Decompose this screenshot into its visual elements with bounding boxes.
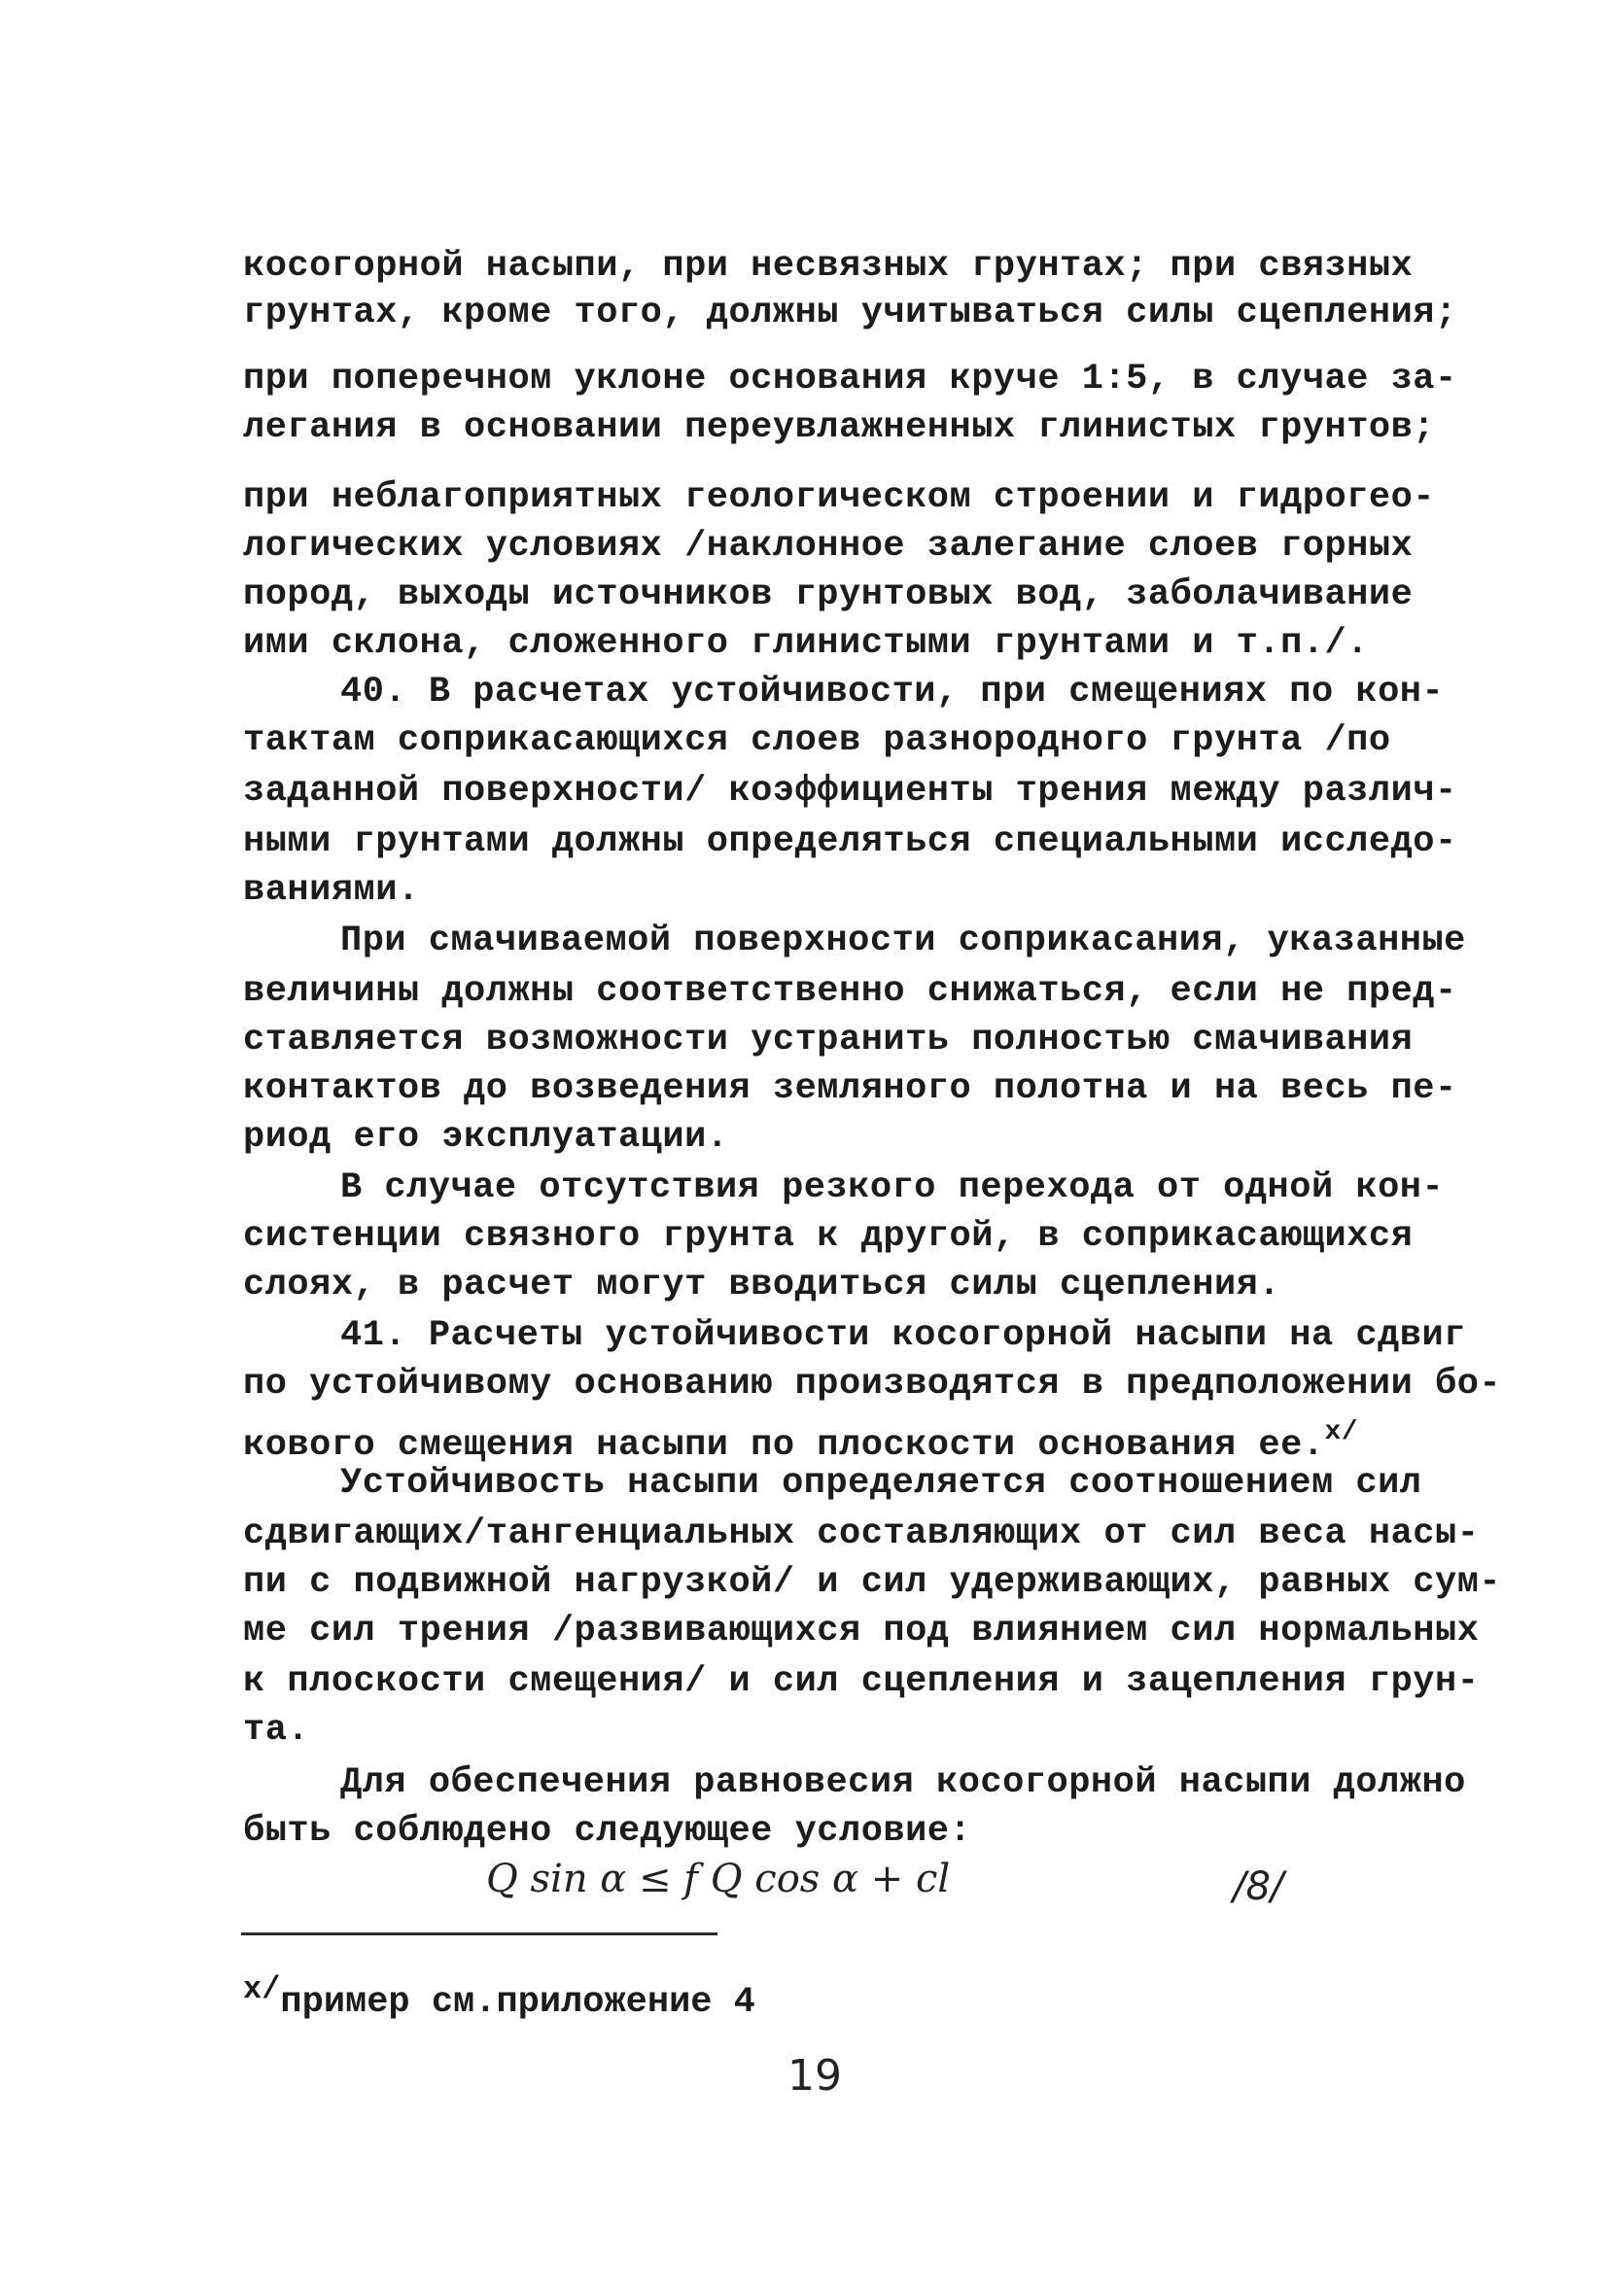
paragraph-start: При смачиваемой поверхности соприкасания, указанные [340, 921, 1466, 961]
text-line: по устойчивому основанию производятся в предположении бо- [243, 1364, 1502, 1405]
footnote [243, 1971, 755, 2023]
paragraph-start: Для обеспечения равновесия косогорной насыпи должно [340, 1762, 1466, 1803]
text-line: слоях, в расчет могут вводиться силы сцепления. [243, 1265, 1281, 1305]
text-line: к плоскости смещения/ и сил сцепления и зацепления грун- [243, 1661, 1480, 1702]
text-line: ставляется возможности устранить полностью смачивания [243, 1020, 1414, 1061]
paragraph-start: Устойчивость насыпи определяется соотношением сил [340, 1463, 1422, 1504]
text-line: систенции связного грунта к другой, в соприкасающихся [243, 1216, 1414, 1257]
text-line: грунтах, кроме того, должны учитываться силы сцепления; [243, 293, 1457, 333]
paragraph-41-start: 41. Расчеты устойчивости косогорной насыпи на сдвиг [340, 1315, 1466, 1356]
paragraph-start: В случае отсутствия резкого перехода от одной кон- [340, 1167, 1445, 1208]
text-line: ными грунтами должны определяться специальными исследо- [243, 821, 1457, 862]
text-line: ими склона, сложенного глинистыми грунтами и т.п./. [243, 623, 1369, 664]
text-line: при поперечном уклоне основания круче 1:5, в случае за- [243, 359, 1457, 400]
paragraph-40-start: 40. В расчетах устойчивости, при смещениях по кон- [340, 672, 1445, 713]
equilibrium-formula: Q sin α ≤ f Q cos α + cl [486, 1857, 951, 1901]
text-line-content: кового смещения насыпи по плоскости основания ее. [243, 1425, 1325, 1466]
text-line [243, 1411, 1358, 1467]
text-line: легания в основании переувлажненных глинистых грунтов; [243, 407, 1435, 448]
text-line: быть соблюдено следующее условие: [243, 1811, 972, 1852]
text-line: контактов до возведения земляного полотна и на весь пе- [243, 1068, 1457, 1109]
text-line: сдвигающих/тангенциальных составляющих от сил веса насы- [243, 1513, 1480, 1554]
footnote-text: пример см.приложение 4 [280, 1982, 755, 2023]
text-line: пород, выходы источников грунтовых вод, заболачивание [243, 574, 1414, 615]
equation-number: /8/ [1233, 1864, 1284, 1909]
page-number: 19 [787, 2051, 842, 2101]
text-line: ваниями. [243, 870, 420, 911]
text-line: риод его эксплуатации. [243, 1117, 729, 1158]
text-line: косогорной насыпи, при несвязных грунтах; при связных [243, 246, 1414, 287]
footnote-divider [241, 1932, 717, 1935]
footnote-reference: x/ [1324, 1417, 1359, 1447]
footnote-mark: x/ [243, 1971, 281, 2007]
text-line: логических условиях /наклонное залегание слоев горных [243, 526, 1414, 567]
text-line: та. [243, 1710, 310, 1751]
text-line: величины должны соответственно снижаться, если не пред- [243, 971, 1457, 1012]
text-line: при неблагоприятных геологическом строении и гидрогео- [243, 477, 1435, 518]
text-line: тактам соприкасающихся слоев разнородного грунта /по [243, 720, 1391, 761]
text-line: пи с подвижной нагрузкой/ и сил удерживающих, равных сум- [243, 1562, 1502, 1603]
text-line: заданной поверхности/ коэффициенты трения между различ- [243, 771, 1457, 812]
text-line: ме сил трения /развивающихся под влиянием сил нормальных [243, 1611, 1480, 1652]
